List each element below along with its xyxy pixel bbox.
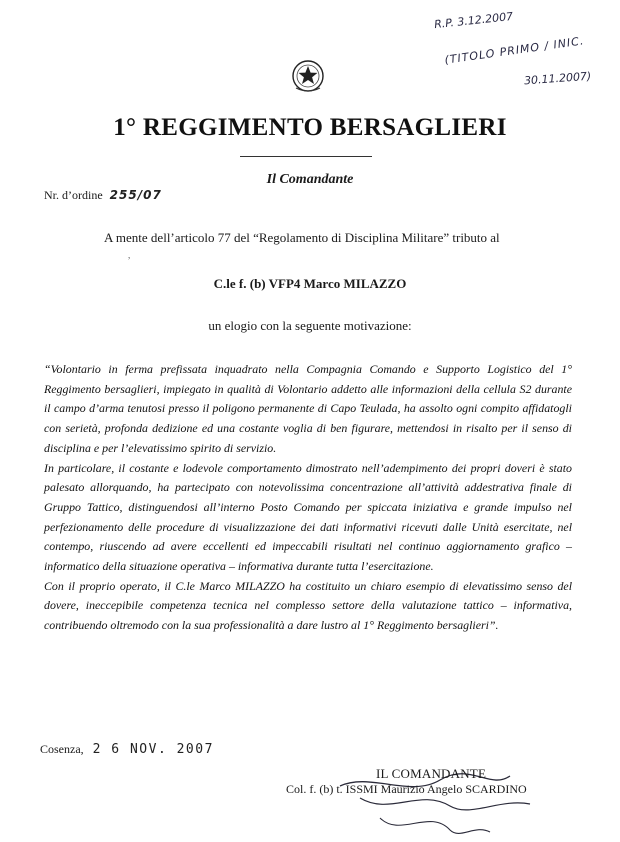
handwritten-note-line-1: R.P. 3.12.2007 [433, 9, 514, 32]
document-subtitle: Il Comandante [266, 172, 354, 187]
date-stamp: 2 6 NOV. 2007 [92, 742, 214, 757]
place-date [40, 742, 214, 757]
order-number-value: 255/07 [109, 188, 162, 202]
handwritten-note-line-2: (TITOLO PRIMO / INIC. [443, 34, 586, 67]
elogio-line: un elogio con la seguente motivazione: [208, 318, 412, 333]
margin-tick: , [128, 250, 131, 260]
order-number [44, 188, 162, 203]
order-number-label: Nr. d’ordine [44, 188, 103, 202]
recipient-name: C.le f. (b) VFP4 Marco MILAZZO [213, 276, 407, 291]
signature-role: IL COMANDANTE [376, 766, 487, 781]
place-label: Cosenza, [40, 742, 84, 756]
motivation-paragraph: Con il proprio operato, il C.le Marco MILAZZO ha costituito un chiaro esempio di elevatissimo senso del dovere, ineccepibile competenza tecnica nel complesso settore della valutazione tattico – informativa, contribuendo oltremodo con la sua professionalità a dare lustro al 1° Reggimento bersaglieri”. [44, 578, 572, 633]
signature-name: Col. f. (b) t. ISSMI Maurizio Angelo SCARDINO [286, 782, 527, 796]
document-title: 1° REGGIMENTO BERSAGLIERI [113, 114, 507, 141]
title-divider [240, 156, 372, 157]
motivation-paragraph: In particolare, il costante e lodevole comportamento dimostrato nell’adempimento dei propri doveri è stato palesato allorquando, ha partecipato con notevolissima concentrazione all’attività addestrativa finale di Gruppo Tattico, distinguendosi all’interno Posto Comando per spiccata iniziativa e grande impulso nel perfezionamento delle procedure di visualizzazione dei dati informativi ricevuti dalle Unità esercitate, nel contempo, riuscendo ad avere eccellenti ed impeccabili risultati nel continuo aggiornamento grafico – informatico della situazione operativa – informativa durante tutta l’esercitazione. [44, 460, 572, 574]
handwritten-note [404, 6, 604, 90]
handwritten-note-line-3: 30.11.2007) [523, 69, 592, 88]
republic-emblem-icon [290, 58, 326, 94]
motivation-text [44, 360, 572, 636]
motivation-paragraph: “Volontario in ferma prefissata inquadrato nella Compagnia Comando e Supporto Logistico del 1° Reggimento bersaglieri, impiegato in qualità di Volontario addetto alle informazioni della cellula S2 durante il campo d’arma tenutosi presso il poligono permanente di Capo Teulada, ha assolto ogni compito affidatogli con serietà, profonda dedizione ed una costante voglia di ben figurare, mettendosi in risalto per il senso di disciplina e per l’elevatissimo spirito di servizio. [44, 362, 572, 455]
intro-line: A mente dell’articolo 77 del “Regolamento di Disciplina Militare” tributo al [104, 230, 500, 245]
